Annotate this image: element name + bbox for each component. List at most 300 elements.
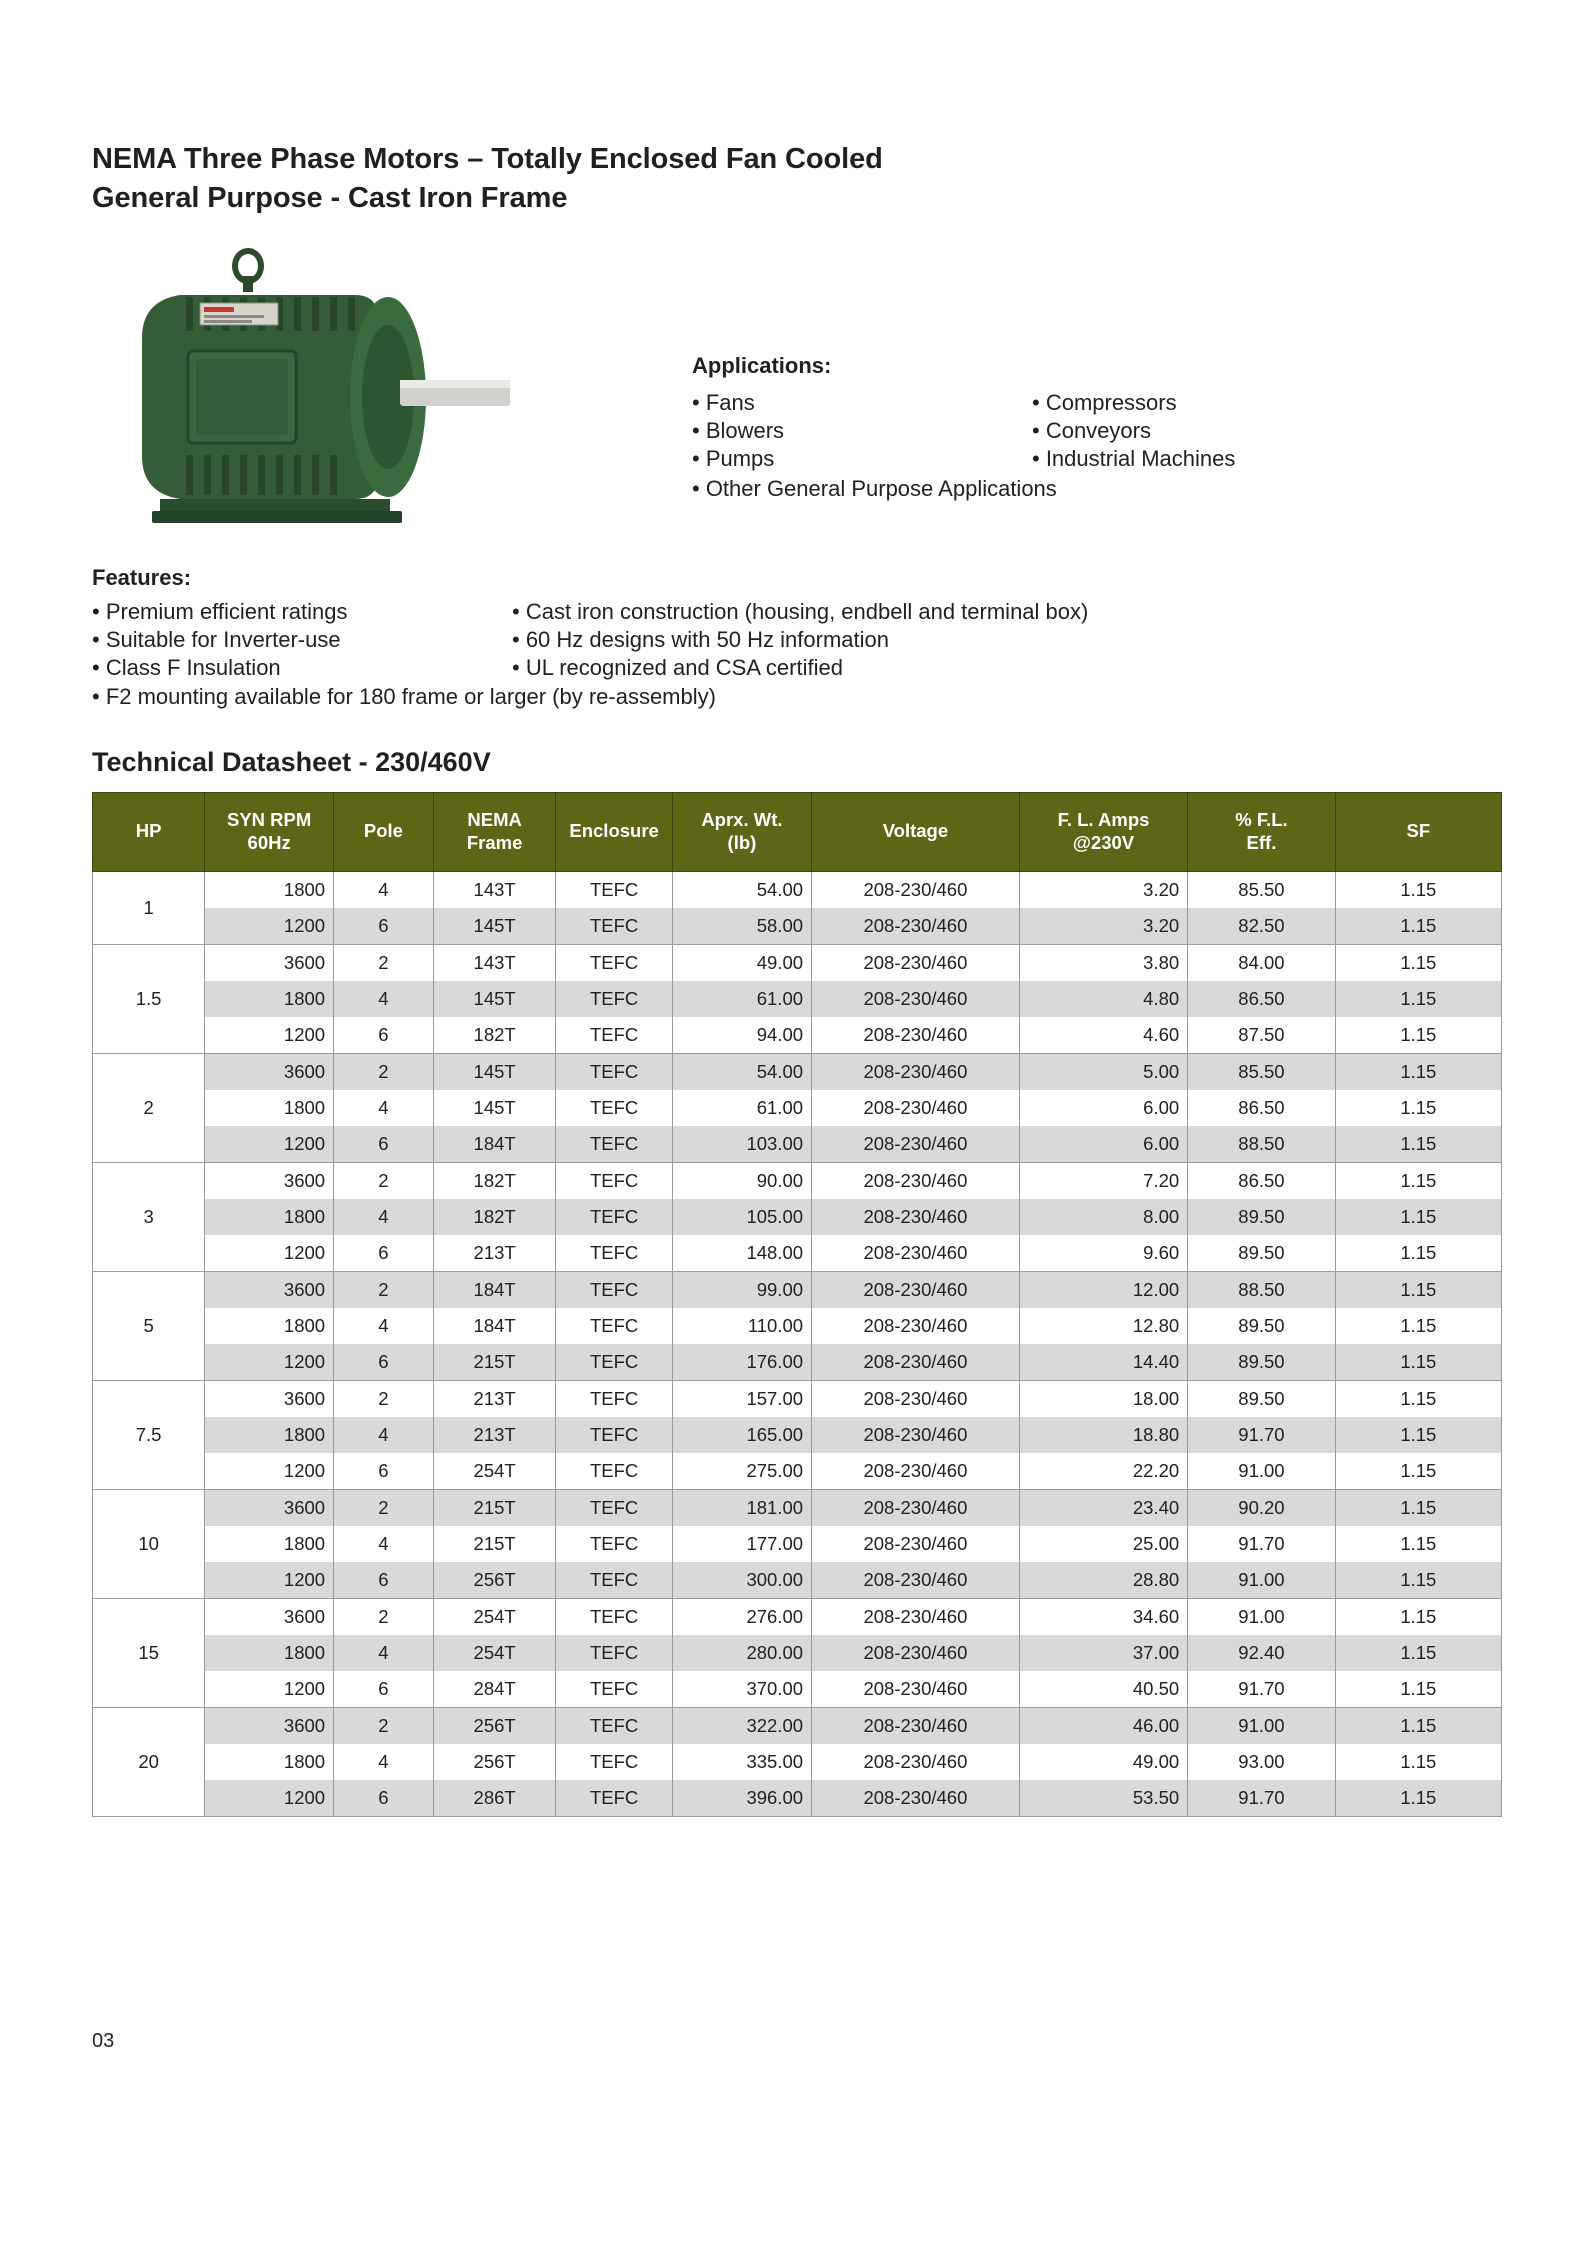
table-row [93,1380,1502,1417]
cell-pole: 6 [334,1671,434,1708]
cell-sf: 1.15 [1335,1344,1501,1381]
cell-amps: 28.80 [1019,1562,1187,1599]
cell-weight: 322.00 [672,1707,811,1744]
cell-amps: 9.60 [1019,1235,1187,1272]
cell-syn-rpm: 1800 [205,1744,334,1780]
cell-efficiency: 89.50 [1188,1380,1336,1417]
cell-nema-frame: 215T [433,1489,556,1526]
cell-weight: 157.00 [672,1380,811,1417]
cell-pole: 4 [334,1744,434,1780]
cell-voltage: 208-230/460 [812,1126,1020,1163]
feature-row [92,626,1504,654]
cell-nema-frame: 256T [433,1562,556,1599]
cell-efficiency: 91.00 [1188,1562,1336,1599]
cell-enclosure: TEFC [556,908,672,945]
cell-syn-rpm: 1800 [205,1199,334,1235]
cell-voltage: 208-230/460 [812,1162,1020,1199]
cell-efficiency: 89.50 [1188,1199,1336,1235]
cell-pole: 6 [334,1126,434,1163]
cell-voltage: 208-230/460 [812,1053,1020,1090]
column-header-voltage [812,792,1020,871]
cell-pole: 4 [334,1308,434,1344]
column-header-hp [93,792,205,871]
cell-sf: 1.15 [1335,1780,1501,1817]
column-header-syn-rpm [205,792,334,871]
cell-amps: 53.50 [1019,1780,1187,1817]
table-row [93,1744,1502,1780]
table-row [93,1453,1502,1490]
cell-efficiency: 89.50 [1188,1308,1336,1344]
table-row [93,1017,1502,1054]
cell-voltage: 208-230/460 [812,908,1020,945]
cell-enclosure: TEFC [556,1199,672,1235]
cell-pole: 2 [334,1380,434,1417]
cell-enclosure: TEFC [556,1053,672,1090]
features-block [92,565,1504,711]
column-header-weight [672,792,811,871]
cell-syn-rpm: 1800 [205,1308,334,1344]
cell-amps: 4.80 [1019,981,1187,1017]
cell-enclosure: TEFC [556,1780,672,1817]
cell-voltage: 208-230/460 [812,1780,1020,1817]
cell-syn-rpm: 1200 [205,1126,334,1163]
cell-nema-frame: 145T [433,1090,556,1126]
cell-amps: 6.00 [1019,1126,1187,1163]
column-header-efficiency-line1: % F.L. [1235,809,1288,831]
cell-enclosure: TEFC [556,1017,672,1054]
cell-weight: 275.00 [672,1453,811,1490]
cell-voltage: 208-230/460 [812,1489,1020,1526]
cell-voltage: 208-230/460 [812,1707,1020,1744]
cell-hp: 1 [93,871,205,944]
cell-sf: 1.15 [1335,1707,1501,1744]
cell-pole: 4 [334,1526,434,1562]
cell-sf: 1.15 [1335,1489,1501,1526]
cell-amps: 25.00 [1019,1526,1187,1562]
cell-nema-frame: 143T [433,871,556,908]
features-heading: Features: [92,565,192,591]
column-header-efficiency-line2: Eff. [1246,831,1277,853]
cell-pole: 4 [334,871,434,908]
table-row [93,1526,1502,1562]
cell-pole: 2 [334,1053,434,1090]
cell-weight: 176.00 [672,1344,811,1381]
cell-syn-rpm: 1200 [205,1562,334,1599]
column-header-pole-label: Pole [363,820,403,842]
cell-pole: 6 [334,1780,434,1817]
cell-voltage: 208-230/460 [812,1380,1020,1417]
table-row [93,1162,1502,1199]
cell-syn-rpm: 1800 [205,871,334,908]
cell-sf: 1.15 [1335,1417,1501,1453]
cell-enclosure: TEFC [556,1671,672,1708]
cell-nema-frame: 145T [433,908,556,945]
column-header-amps [1019,792,1187,871]
cell-nema-frame: 184T [433,1271,556,1308]
cell-amps: 37.00 [1019,1635,1187,1671]
applications-block [692,353,1452,503]
cell-weight: 103.00 [672,1126,811,1163]
cell-nema-frame: 182T [433,1017,556,1054]
cell-efficiency: 91.70 [1188,1417,1336,1453]
cell-sf: 1.15 [1335,1235,1501,1272]
page-number: 03 [92,2030,115,2052]
table-row [93,1235,1502,1272]
cell-amps: 23.40 [1019,1489,1187,1526]
cell-syn-rpm: 3600 [205,1162,334,1199]
feature-item: • Class F Insulation [92,655,281,681]
cell-efficiency: 86.50 [1188,1162,1336,1199]
cell-nema-frame: 254T [433,1635,556,1671]
cell-voltage: 208-230/460 [812,1526,1020,1562]
cell-amps: 3.20 [1019,871,1187,908]
table-row [93,1126,1502,1163]
cell-efficiency: 88.50 [1188,1271,1336,1308]
cell-amps: 12.00 [1019,1271,1187,1308]
motor-product-image [100,243,530,543]
cell-syn-rpm: 3600 [205,1380,334,1417]
cell-pole: 2 [334,1707,434,1744]
cell-voltage: 208-230/460 [812,1308,1020,1344]
cell-weight: 300.00 [672,1562,811,1599]
column-header-syn-rpm-line2: 60Hz [247,831,291,853]
application-item: • Conveyors [1032,418,1151,444]
cell-weight: 110.00 [672,1308,811,1344]
cell-sf: 1.15 [1335,1526,1501,1562]
cell-efficiency: 89.50 [1188,1235,1336,1272]
cell-efficiency: 88.50 [1188,1126,1336,1163]
cell-pole: 2 [334,1271,434,1308]
cell-voltage: 208-230/460 [812,1598,1020,1635]
applications-column-left [692,389,1032,473]
cell-pole: 4 [334,1199,434,1235]
cell-weight: 276.00 [672,1598,811,1635]
cell-weight: 335.00 [672,1744,811,1780]
cell-amps: 3.80 [1019,944,1187,981]
cell-enclosure: TEFC [556,1526,672,1562]
cell-syn-rpm: 3600 [205,1598,334,1635]
cell-amps: 49.00 [1019,1744,1187,1780]
column-header-sf [1335,792,1501,871]
cell-pole: 2 [334,944,434,981]
cell-weight: 105.00 [672,1199,811,1235]
cell-voltage: 208-230/460 [812,1017,1020,1054]
applications-column-right [1032,389,1432,473]
page-content [92,140,1504,1817]
feature-row [92,598,1504,626]
cell-voltage: 208-230/460 [812,1635,1020,1671]
cell-amps: 40.50 [1019,1671,1187,1708]
cell-pole: 2 [334,1598,434,1635]
cell-enclosure: TEFC [556,1271,672,1308]
cell-syn-rpm: 1200 [205,1344,334,1381]
cell-amps: 34.60 [1019,1598,1187,1635]
cell-enclosure: TEFC [556,944,672,981]
table-row [93,1598,1502,1635]
cell-weight: 58.00 [672,908,811,945]
cell-hp: 15 [93,1598,205,1707]
cell-efficiency: 85.50 [1188,871,1336,908]
cell-voltage: 208-230/460 [812,944,1020,981]
cell-enclosure: TEFC [556,1126,672,1163]
cell-syn-rpm: 3600 [205,1271,334,1308]
cell-hp: 20 [93,1707,205,1816]
feature-item: • UL recognized and CSA certified [512,655,843,681]
table-row [93,1489,1502,1526]
cell-enclosure: TEFC [556,1235,672,1272]
cell-nema-frame: 213T [433,1417,556,1453]
cell-sf: 1.15 [1335,871,1501,908]
applications-columns [692,389,1452,503]
cell-voltage: 208-230/460 [812,1562,1020,1599]
cell-syn-rpm: 1800 [205,1635,334,1671]
cell-sf: 1.15 [1335,1671,1501,1708]
feature-item: • Premium efficient ratings [92,599,348,625]
table-row [93,1271,1502,1308]
cell-efficiency: 85.50 [1188,1053,1336,1090]
cell-weight: 165.00 [672,1417,811,1453]
feature-item: • Cast iron construction (housing, endbell and terminal box) [512,599,1089,625]
cell-efficiency: 91.70 [1188,1671,1336,1708]
column-header-enclosure [556,792,672,871]
table-row [93,1308,1502,1344]
cell-sf: 1.15 [1335,1380,1501,1417]
table-row [93,1671,1502,1708]
cell-nema-frame: 184T [433,1126,556,1163]
cell-nema-frame: 213T [433,1235,556,1272]
cell-efficiency: 84.00 [1188,944,1336,981]
cell-weight: 99.00 [672,1271,811,1308]
cell-pole: 6 [334,908,434,945]
cell-efficiency: 87.50 [1188,1017,1336,1054]
cell-efficiency: 92.40 [1188,1635,1336,1671]
features-grid [92,598,1504,711]
table-row [93,944,1502,981]
cell-sf: 1.15 [1335,1598,1501,1635]
cell-voltage: 208-230/460 [812,981,1020,1017]
page-title-line2: General Purpose - Cast Iron Frame [92,181,568,214]
cell-weight: 54.00 [672,1053,811,1090]
cell-syn-rpm: 1200 [205,908,334,945]
table-row [93,1199,1502,1235]
cell-sf: 1.15 [1335,1090,1501,1126]
cell-pole: 4 [334,1090,434,1126]
cell-enclosure: TEFC [556,1162,672,1199]
cell-efficiency: 91.70 [1188,1780,1336,1817]
cell-enclosure: TEFC [556,1744,672,1780]
feature-item: • F2 mounting available for 180 frame or larger (by re-assembly) [92,683,716,709]
cell-voltage: 208-230/460 [812,1344,1020,1381]
cell-hp: 10 [93,1489,205,1598]
cell-pole: 6 [334,1235,434,1272]
cell-efficiency: 93.00 [1188,1744,1336,1780]
cell-amps: 5.00 [1019,1053,1187,1090]
cell-syn-rpm: 1200 [205,1671,334,1708]
cell-amps: 14.40 [1019,1344,1187,1381]
cell-weight: 61.00 [672,981,811,1017]
cell-nema-frame: 213T [433,1380,556,1417]
cell-sf: 1.15 [1335,1453,1501,1490]
cell-sf: 1.15 [1335,1162,1501,1199]
column-header-hp-label: HP [135,820,162,842]
cell-enclosure: TEFC [556,871,672,908]
cell-sf: 1.15 [1335,1635,1501,1671]
table-header [93,792,1502,871]
cell-pole: 2 [334,1162,434,1199]
cell-weight: 280.00 [672,1635,811,1671]
cell-amps: 18.80 [1019,1417,1187,1453]
column-header-frame-line2: Frame [466,831,523,853]
cell-pole: 6 [334,1344,434,1381]
cell-weight: 49.00 [672,944,811,981]
table-row [93,1562,1502,1599]
cell-sf: 1.15 [1335,1199,1501,1235]
cell-amps: 12.80 [1019,1308,1187,1344]
cell-syn-rpm: 1200 [205,1453,334,1490]
cell-weight: 370.00 [672,1671,811,1708]
cell-nema-frame: 182T [433,1199,556,1235]
cell-amps: 18.00 [1019,1380,1187,1417]
cell-efficiency: 82.50 [1188,908,1336,945]
table-row [93,981,1502,1017]
cell-efficiency: 91.70 [1188,1526,1336,1562]
cell-enclosure: TEFC [556,1380,672,1417]
cell-sf: 1.15 [1335,981,1501,1017]
application-item: • Blowers [692,418,785,444]
cell-enclosure: TEFC [556,981,672,1017]
cell-nema-frame: 256T [433,1707,556,1744]
cell-syn-rpm: 1800 [205,1417,334,1453]
table-row [93,1417,1502,1453]
column-header-syn-rpm-line1: SYN RPM [226,809,312,831]
cell-enclosure: TEFC [556,1489,672,1526]
cell-sf: 1.15 [1335,908,1501,945]
column-header-amps-line1: F. L. Amps [1057,809,1150,831]
cell-nema-frame: 145T [433,1053,556,1090]
cell-nema-frame: 254T [433,1453,556,1490]
cell-pole: 4 [334,1417,434,1453]
cell-syn-rpm: 3600 [205,1489,334,1526]
cell-weight: 54.00 [672,871,811,908]
cell-efficiency: 91.00 [1188,1598,1336,1635]
cell-enclosure: TEFC [556,1707,672,1744]
cell-nema-frame: 215T [433,1526,556,1562]
cell-amps: 8.00 [1019,1199,1187,1235]
column-header-sf-label: SF [1406,820,1431,842]
table-header-row [93,792,1502,871]
cell-amps: 3.20 [1019,908,1187,945]
cell-sf: 1.15 [1335,1271,1501,1308]
cell-hp: 1.5 [93,944,205,1053]
column-header-weight-line2: (lb) [727,831,757,853]
cell-amps: 7.20 [1019,1162,1187,1199]
cell-sf: 1.15 [1335,1126,1501,1163]
cell-voltage: 208-230/460 [812,1417,1020,1453]
cell-voltage: 208-230/460 [812,871,1020,908]
application-item: • Industrial Machines [1032,446,1236,472]
cell-voltage: 208-230/460 [812,1271,1020,1308]
cell-enclosure: TEFC [556,1598,672,1635]
cell-nema-frame: 215T [433,1344,556,1381]
cell-voltage: 208-230/460 [812,1744,1020,1780]
cell-enclosure: TEFC [556,1453,672,1490]
cell-nema-frame: 256T [433,1744,556,1780]
feature-row [92,654,1504,682]
cell-syn-rpm: 3600 [205,1053,334,1090]
cell-enclosure: TEFC [556,1635,672,1671]
hero-section [92,243,1504,543]
cell-weight: 181.00 [672,1489,811,1526]
column-header-voltage-label: Voltage [882,820,949,842]
cell-nema-frame: 145T [433,981,556,1017]
feature-row-last [92,683,1504,711]
cell-syn-rpm: 3600 [205,1707,334,1744]
table-row [93,1707,1502,1744]
cell-amps: 46.00 [1019,1707,1187,1744]
cell-efficiency: 90.20 [1188,1489,1336,1526]
cell-syn-rpm: 1200 [205,1235,334,1272]
column-header-nema-frame [433,792,556,871]
cell-sf: 1.15 [1335,1562,1501,1599]
cell-nema-frame: 184T [433,1308,556,1344]
page-title [92,140,1504,217]
table-row [93,1053,1502,1090]
cell-sf: 1.15 [1335,1308,1501,1344]
table-row [93,1780,1502,1817]
cell-voltage: 208-230/460 [812,1671,1020,1708]
cell-pole: 2 [334,1489,434,1526]
cell-hp: 3 [93,1162,205,1271]
cell-pole: 6 [334,1562,434,1599]
cell-sf: 1.15 [1335,1053,1501,1090]
cell-voltage: 208-230/460 [812,1199,1020,1235]
table-row [93,871,1502,908]
table-body [93,871,1502,1816]
cell-enclosure: TEFC [556,1308,672,1344]
cell-syn-rpm: 1800 [205,981,334,1017]
cell-enclosure: TEFC [556,1417,672,1453]
cell-syn-rpm: 1200 [205,1017,334,1054]
cell-syn-rpm: 1800 [205,1090,334,1126]
cell-weight: 177.00 [672,1526,811,1562]
cell-sf: 1.15 [1335,1744,1501,1780]
cell-enclosure: TEFC [556,1090,672,1126]
column-header-weight-line1: Aprx. Wt. [701,809,783,831]
cell-nema-frame: 286T [433,1780,556,1817]
column-header-pole [334,792,434,871]
table-row [93,908,1502,945]
cell-hp: 5 [93,1271,205,1380]
cell-enclosure: TEFC [556,1344,672,1381]
cell-sf: 1.15 [1335,1017,1501,1054]
cell-syn-rpm: 1200 [205,1780,334,1817]
datasheet-title: Technical Datasheet - 230/460V [92,746,491,777]
column-header-efficiency [1188,792,1336,871]
table-row [93,1344,1502,1381]
cell-pole: 6 [334,1017,434,1054]
cell-syn-rpm: 3600 [205,944,334,981]
cell-efficiency: 89.50 [1188,1344,1336,1381]
cell-voltage: 208-230/460 [812,1235,1020,1272]
cell-pole: 6 [334,1453,434,1490]
table-row [93,1090,1502,1126]
applications-heading: Applications: [692,353,832,379]
column-header-enclosure-label: Enclosure [569,820,659,842]
table-row [93,1635,1502,1671]
cell-nema-frame: 284T [433,1671,556,1708]
technical-datasheet-table [92,792,1502,1817]
column-header-amps-line2: @230V [1072,831,1135,853]
